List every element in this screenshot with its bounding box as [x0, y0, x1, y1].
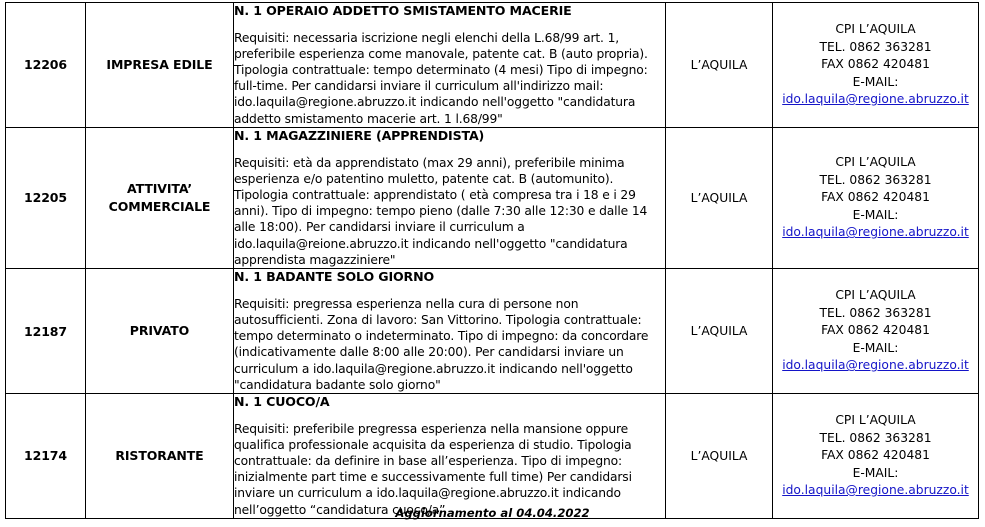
offer-description [234, 3, 666, 128]
contact-fax: FAX 0862 420481 [821, 190, 930, 205]
employer-name: IMPRESA EDILE [86, 3, 234, 128]
contact-email-label: E-MAIL: [852, 207, 899, 222]
table-row [6, 393, 979, 518]
contact-info [773, 127, 979, 268]
contact-email-link[interactable]: ido.laquila@regione.abruzzo.it [782, 92, 969, 107]
offer-id: 12187 [6, 269, 86, 394]
offer-requirements: Requisiti: pregressa esperienza nella cura di persone non autosufficienti. Zona di lavoro: San Vittorino. Tipologia contrattuale: tempo determinato o indeterminato. Tipo di impegno: da concordare (indicativamente dalle 8:00 alle 20:00). Per candidarsi inviare un curriculum a ido.laquila@regione.abruzzo.it indicando nell'oggetto "candidatura badante solo giorno" [234, 296, 649, 392]
contact-info [773, 269, 979, 394]
employer-name: PRIVATO [86, 269, 234, 394]
contact-info [773, 3, 979, 128]
offer-requirements: Requisiti: preferibile pregressa esperienza nella mansione oppure qualifica professionale acquisita da esperienza di studio. Tipologia contrattuale: da definire in base all’esperienza. Tipo di impegno: inizialmente part time e successivamente full time) Per candidarsi inviare un curriculum a ido.laquila@regione.abruzzo.it indicando nell’oggetto “candidatura cuoco/a” [234, 421, 632, 517]
offer-requirements: Requisiti: età da apprendistato (max 29 anni), preferibile minima esperienza e/o patentino muletto, patente cat. B (automunito). Tipologia contrattuale: apprendistato ( età compresa tra i 18 e i 29 anni). Tipo di impegno: tempo pieno (dalle 7:30 alle 12:30 e dalle 14 alle 18:00). Per candidarsi inviare il curriculum a ido.laquila@reione.abruzzo.it indicando nell'oggetto "candidatura apprendista magazziniere" [234, 155, 648, 267]
offer-title: N. 1 BADANTE SOLO GIORNO [234, 269, 435, 285]
contact-tel: TEL. 0862 363281 [819, 305, 932, 320]
table-row [6, 269, 979, 394]
contact-tel: TEL. 0862 363281 [819, 172, 932, 187]
contact-email-link[interactable]: ido.laquila@regione.abruzzo.it [782, 483, 969, 498]
offer-requirements: Requisiti: necessaria iscrizione negli elenchi della L.68/99 art. 1, preferibile esperienza come manovale, patente cat. B (auto propria). Tipologia contrattuale: tempo determinato (4 mesi) Tipo di impegno: full-time. Per candidarsi inviare il curriculum all'indirizzo mail: ido.laquila@regione.abruzzo.it indicando nell'oggetto "candidatura addetto smistamento macerie art. 1 l.68/99" [234, 30, 648, 126]
offer-title: N. 1 CUOCO/A [234, 393, 330, 409]
contact-email-label: E-MAIL: [852, 74, 899, 89]
contact-office: CPI L’AQUILA [835, 155, 916, 170]
contact-office: CPI L’AQUILA [835, 413, 916, 428]
offer-id: 12205 [6, 127, 86, 268]
offer-id: 12206 [6, 3, 86, 128]
contact-fax: FAX 0862 420481 [821, 57, 930, 72]
offer-location: L’AQUILA [666, 127, 773, 268]
offer-description [234, 393, 666, 518]
offer-description [234, 127, 666, 268]
contact-office: CPI L’AQUILA [835, 22, 916, 37]
contact-fax: FAX 0862 420481 [821, 323, 930, 338]
offer-location: L’AQUILA [666, 269, 773, 394]
employer-name: RISTORANTE [86, 393, 234, 518]
offer-title: N. 1 MAGAZZINIERE (APPRENDISTA) [234, 127, 485, 143]
contact-tel: TEL. 0862 363281 [819, 39, 932, 54]
job-listings-table [5, 2, 979, 519]
offer-description [234, 269, 666, 394]
contact-info [773, 393, 979, 518]
update-date-note: Aggiornamento al 04.04.2022 [395, 506, 590, 520]
contact-email-label: E-MAIL: [852, 465, 899, 480]
contact-email-label: E-MAIL: [852, 340, 899, 355]
contact-fax: FAX 0862 420481 [821, 448, 930, 463]
contact-office: CPI L’AQUILA [835, 288, 916, 303]
offer-title: N. 1 OPERAIO ADDETTO SMISTAMENTO MACERIE [234, 3, 572, 18]
employer-name: ATTIVITA’ COMMERCIALE [86, 127, 234, 268]
offer-id: 12174 [6, 393, 86, 518]
contact-tel: TEL. 0862 363281 [819, 430, 932, 445]
offer-location: L’AQUILA [666, 393, 773, 518]
contact-email-link[interactable]: ido.laquila@regione.abruzzo.it [782, 358, 969, 373]
offer-location: L’AQUILA [666, 3, 773, 128]
contact-email-link[interactable]: ido.laquila@regione.abruzzo.it [782, 225, 969, 240]
table-row [6, 3, 979, 128]
table-row [6, 127, 979, 268]
